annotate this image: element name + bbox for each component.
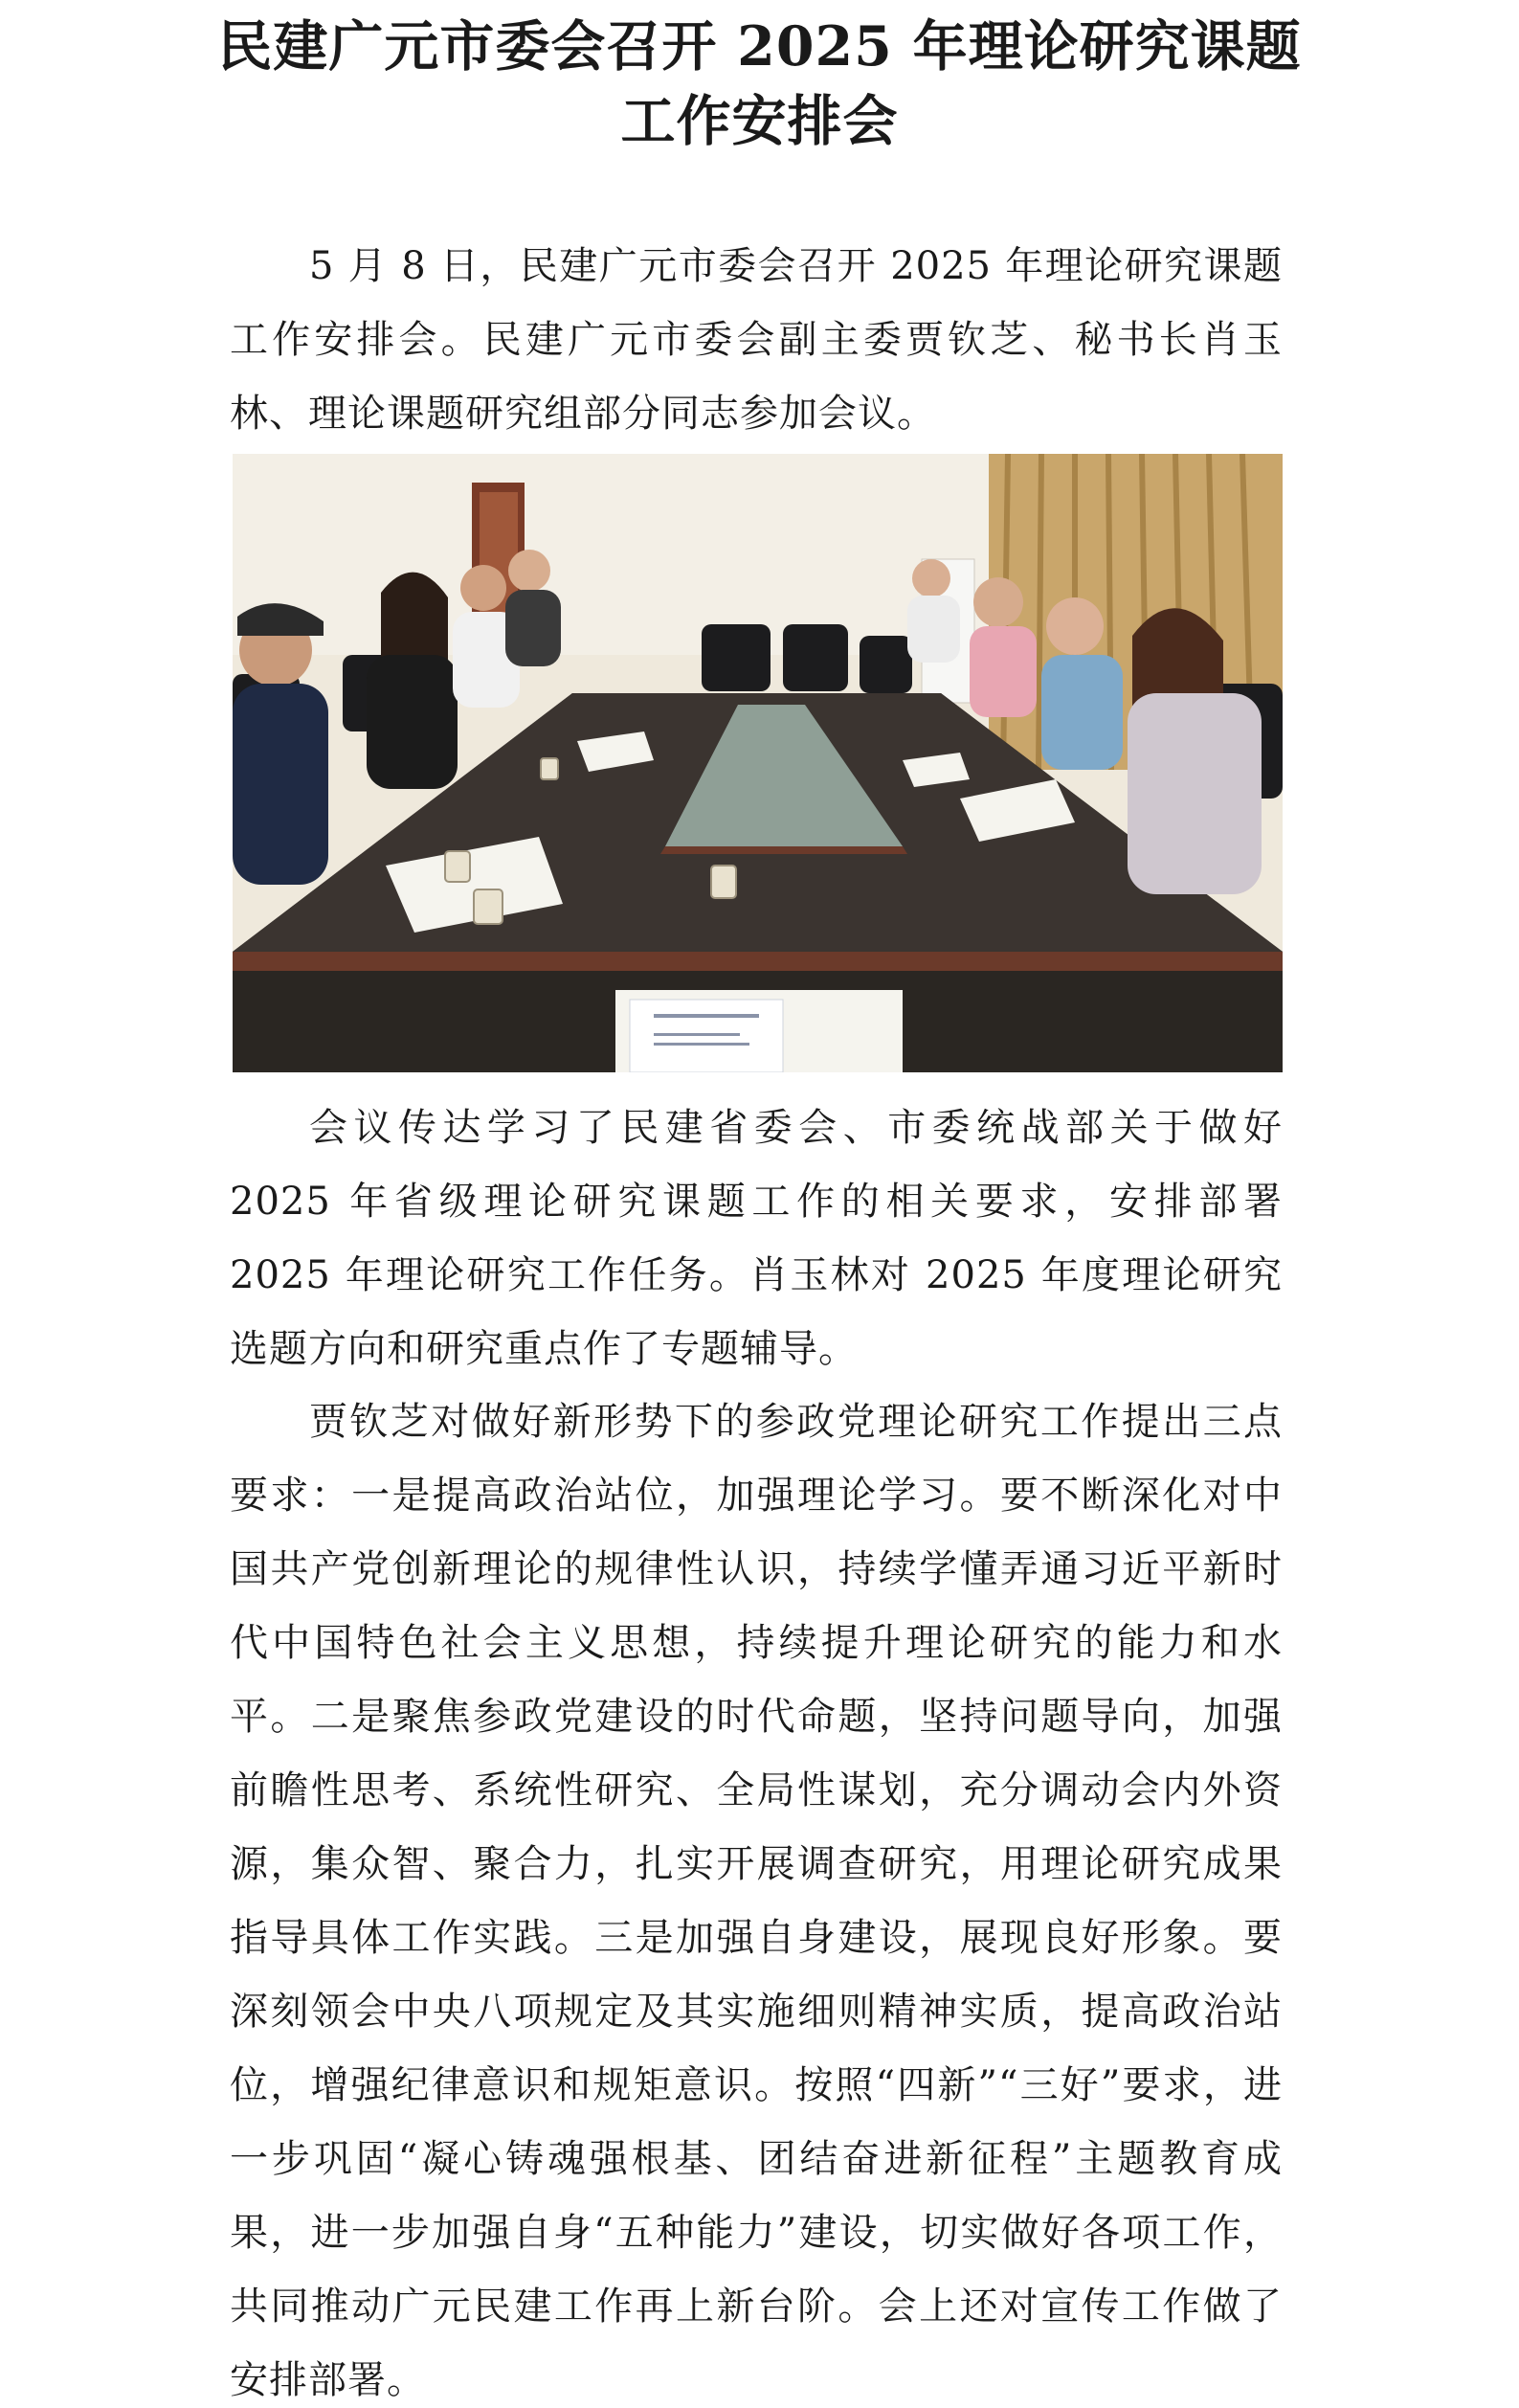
paragraph-meeting-content: 会议传达学习了民建省委会、市委统战部关于做好 2025 年省级理论研究课题工作的相关要求，安排部署 2025 年理论研究工作任务。肖玉林对 2025 年度理论研究选题方向和研究重点作了专题辅导。 [230, 1106, 1283, 1371]
paragraph-requirements: 贾钦芝对做好新形势下的参政党理论研究工作提出三点要求：一是提高政治站位，加强理论学习。要不断深化对中国共产党创新理论的规律性认识，持续学懂弄通习近平新时代中国特色社会主义思想，持续提升理论研究的能力和水平。二是聚焦参政党建设的时代命题，坚持问题导向，加强前瞻性思考、系统性研究、全局性谋划，充分调动会内外资源，集众智、聚合力，扎实开展调查研究，用理论研究成果指导具体工作实践。三是加强自身建设，展现良好形象。要深刻领会中央八项规定及其实施细则精神实质，提高政治站位，增强纪律意识和规矩意识。按照“四新”“三好”要求，进一步巩固“凝心铸魂强根基、团结奋进新征程”主题教育成果，进一步加强自身“五种能力”建设，切实做好各项工作，共同推动广元民建工作再上新台阶。会上还对宣传工作做了安排部署。 [230, 1400, 1283, 2402]
title-line-2: 工作安排会 [620, 89, 899, 153]
meeting-photo [233, 454, 1283, 1072]
article-title [172, 10, 1347, 159]
meeting-photo-illustration [233, 454, 1283, 1072]
paragraph-intro: 5 月 8 日，民建广元市委会召开 2025 年理论研究课题工作安排会。民建广元市委会副主委贾钦芝、秘书长肖玉林、理论课题研究组部分同志参加会议。 [230, 244, 1283, 436]
title-line-1: 民建广元市委会召开 2025 年理论研究课题 [217, 14, 1302, 79]
